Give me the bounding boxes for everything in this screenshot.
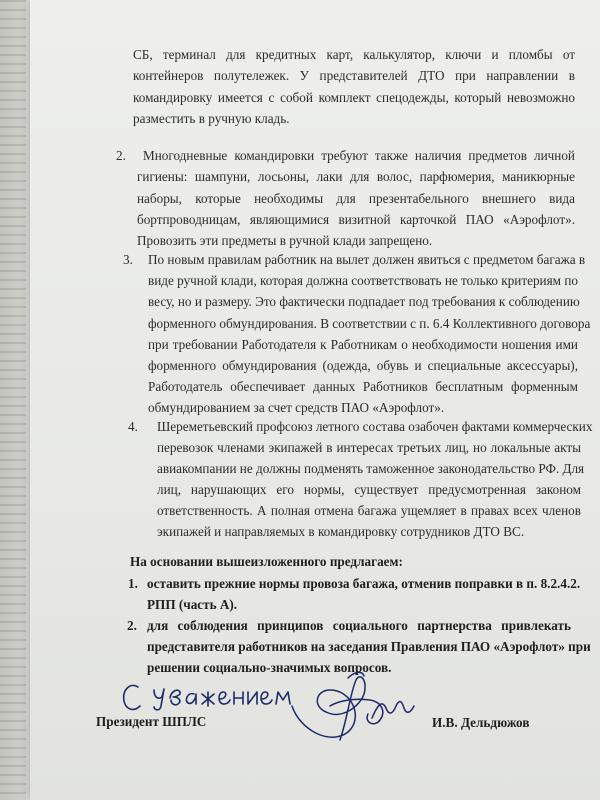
signature	[292, 672, 414, 740]
intro-line: разместить в ручную кладь.	[133, 111, 290, 126]
item4-line: перевозок членами экипажей в интересах третьих лиц, но локальные акты	[157, 440, 581, 455]
item4-line: лиц, нарушающих его нормы, существует предусмотренная законом	[157, 482, 581, 497]
item3-line: весу, но и размеру. Это фактически подпадает под требования к соблюдению	[148, 294, 580, 309]
item2-line: наборы, которые необходимы для презентабельного внешнего вида	[137, 191, 575, 206]
proposal-line: для соблюдения принципов социального партнерства привлекать	[147, 618, 571, 633]
binder-edge	[0, 0, 26, 800]
item-number: 4.	[128, 419, 138, 434]
handwriting-layer	[30, 0, 600, 800]
item4-line: Шереметьевский профсоюз летного состава озабочен фактами коммерческих	[157, 419, 593, 434]
signer-title: Президент ШПЛС	[96, 714, 207, 729]
item4-line: авиакомпании не должны подменять таможенное законодательство РФ. Для	[157, 461, 585, 476]
item2-line: Провозить эти предметы в ручной клади запрещено.	[137, 233, 433, 248]
item3-line: виде ручной клади, которая должна соответствовать не только критериям по	[148, 273, 578, 288]
item4-line: экипажей и направляемых в командировку сотрудников ДТО ВС.	[157, 524, 525, 539]
proposal-line: представителя работников на заседания Правления ПАО «Аэрофлот» при	[147, 639, 591, 654]
item3-line: обмундированием за счет средств ПАО «Аэрофлот».	[148, 400, 445, 415]
intro-line: контейнеров полутележек. У представителей ДТО при направлении в	[133, 68, 575, 83]
item2-line: Многодневные командировки требуют также наличия предметов личной	[143, 148, 575, 163]
proposal-heading: На основании вышеизложенного предлагаем:	[130, 554, 403, 569]
signer-name: И.В. Дельдюжов	[432, 715, 530, 730]
intro-line: командировку имеется с собой комплект спецодежды, который невозможно	[133, 90, 575, 105]
proposal-line: оставить прежние нормы провоза багажа, отменив поправки в п. 8.2.4.2.	[147, 576, 581, 591]
item4-line: ответственность. А полная отмена багажа ущемляет в правах всех членов	[157, 503, 581, 518]
item3-line: По новым правилам работник на вылет должен явиться с предметом багажа в	[148, 252, 586, 267]
item3-line: при требовании Работодателя к Работникам о необходимости ношения ими	[148, 337, 578, 352]
item2-line: бортпроводницам, являющимися визитной карточкой ПАО «Аэрофлот».	[137, 212, 575, 227]
proposal-number: 2.	[127, 618, 137, 633]
item-number: 2.	[116, 148, 126, 163]
item3-line: форменного обмундирования (одежда, обувь и специальные аксессуары),	[148, 358, 578, 373]
proposal-number: 1.	[128, 576, 138, 591]
proposal-line: РПП (часть А).	[147, 597, 238, 612]
document-page	[30, 0, 600, 800]
intro-line: СБ, терминал для кредитных карт, калькулятор, ключи и пломбы от	[133, 47, 575, 62]
item2-line: гигиены: шампуни, лосьоны, лаки для волос, парфюмерия, маникюрные	[137, 169, 575, 184]
item3-line: Работодатель обеспечивает данных Работников бесплатным форменным	[148, 379, 578, 394]
handwritten-greeting	[124, 685, 290, 709]
item-number: 3.	[123, 252, 133, 267]
item3-line: форменного обмундирования. В соответствии с п. 6.4 Коллективного договора	[148, 316, 591, 331]
proposal-line: решении социально-значимых вопросов.	[147, 660, 392, 675]
